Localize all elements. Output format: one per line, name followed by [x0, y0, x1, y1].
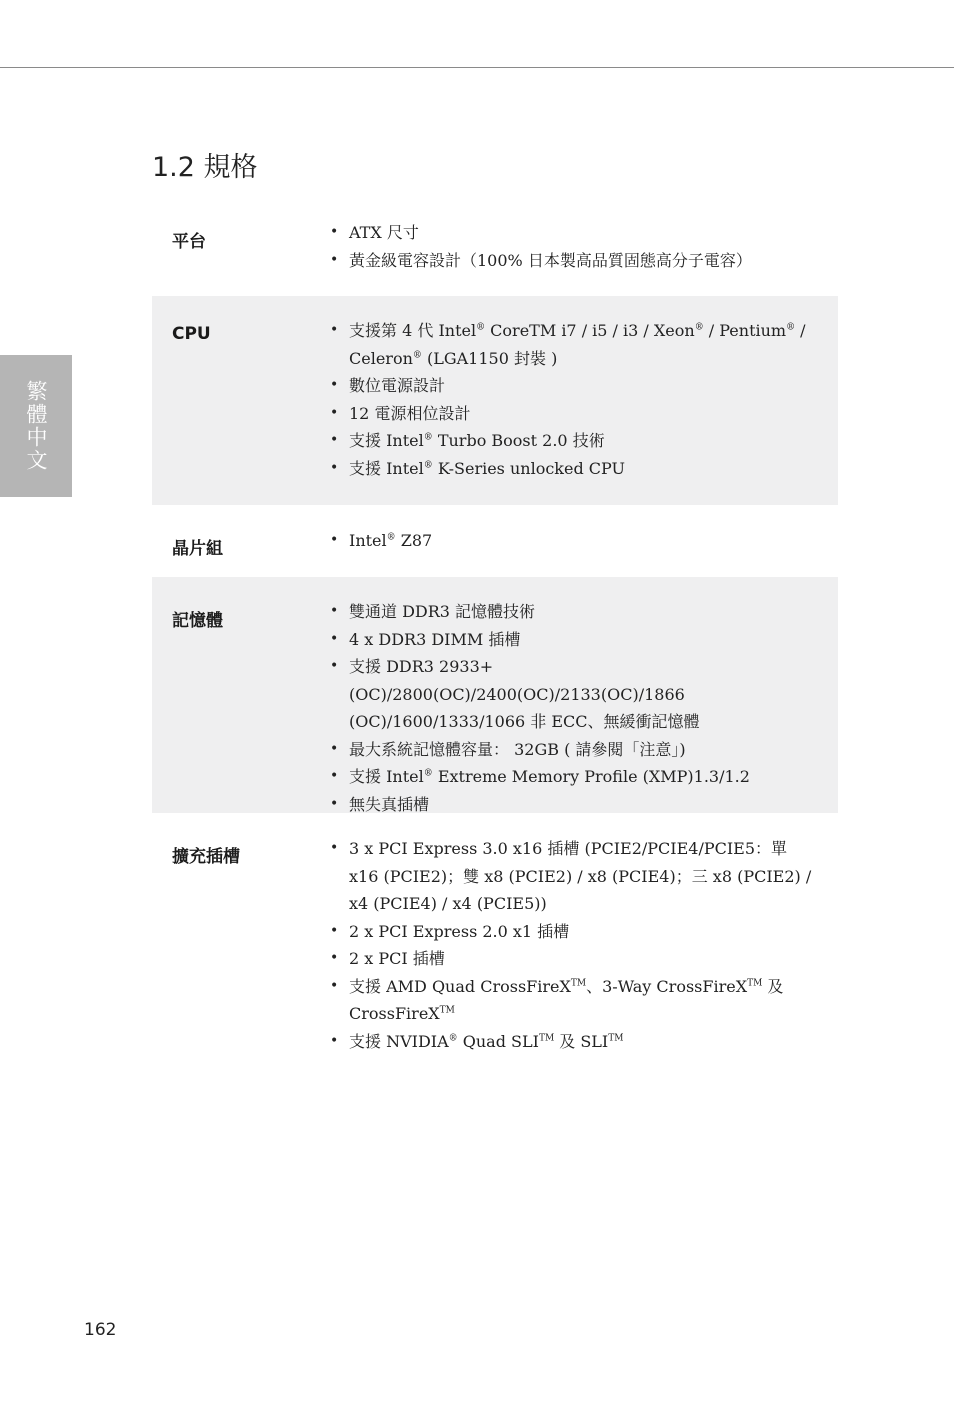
spec-list-memory [330, 598, 814, 818]
header-rule [0, 67, 954, 68]
list-item: • 最大系統記憶體容量： 32GB ( 請參閱「注意」) [330, 736, 814, 764]
section-title: 1.2 規格 [152, 152, 258, 183]
spec-list-chipset [330, 527, 814, 555]
spec-list-cpu [330, 317, 814, 482]
spec-list-platform [330, 219, 814, 274]
list-item: • ATX 尺寸 [330, 219, 814, 247]
list-item: • 支援第 4 代 Intel® CoreTM i7 / i5 / i3 / Xeon® / Pentium® / Celeron® (LGA1150 封裝 ) [330, 317, 814, 372]
list-item: • 4 x DDR3 DIMM 插槽 [330, 626, 814, 654]
list-item: • 支援 Intel® Turbo Boost 2.0 技術 [330, 427, 814, 455]
list-item: • 支援 Intel® K-Series unlocked CPU [330, 455, 814, 483]
spec-row-cpu [152, 296, 838, 505]
spec-row-memory [152, 577, 838, 813]
spec-label-memory: 記憶體 [172, 611, 223, 631]
registered-mark: ® [386, 532, 396, 543]
registered-mark: ® [423, 432, 433, 443]
spec-label-platform: 平台 [172, 232, 206, 252]
page-number: 162 [84, 1320, 117, 1340]
trademark-mark: TM [608, 1033, 624, 1044]
registered-mark: ® [412, 350, 422, 361]
list-item: • 黃金級電容設計（100% 日本製高品質固態高分子電容） [330, 247, 814, 275]
trademark-mark: TM [747, 978, 763, 989]
spec-label-expansion: 擴充插槽 [172, 847, 240, 867]
language-tab-label: 繁體中文 [24, 380, 48, 472]
list-item: • 12 電源相位設計 [330, 400, 814, 428]
spec-label-chipset: 晶片組 [172, 539, 223, 559]
list-item: • 無失真插槽 [330, 791, 814, 819]
registered-mark: ® [476, 322, 486, 333]
list-item: • 支援 DDR3 2933+(OC)/2800(OC)/2400(OC)/2133(OC)/1866 (OC)/1600/1333/1066 非 ECC、無緩衝記憶體 [330, 653, 814, 736]
language-side-tab [0, 355, 72, 497]
list-item: • 3 x PCI Express 3.0 x16 插槽 (PCIE2/PCIE4/PCIE5：單 x16 (PCIE2)；雙 x8 (PCIE2) / x8 (PCIE4)；三 x8 (PCIE2) / x4 (PCIE4) / x4 (PCIE5)) [330, 835, 814, 918]
registered-mark: ® [786, 322, 796, 333]
list-item: • Intel® Z87 [330, 527, 814, 555]
registered-mark: ® [423, 460, 433, 471]
registered-mark: ® [448, 1033, 458, 1044]
spec-row-platform [152, 210, 838, 296]
list-item: • 數位電源設計 [330, 372, 814, 400]
registered-mark: ® [694, 322, 704, 333]
list-item: • 2 x PCI 插槽 [330, 945, 814, 973]
list-item: • 支援 NVIDIA® Quad SLI™ 及 SLI™ [330, 1028, 814, 1056]
spec-label-cpu: CPU [172, 324, 211, 344]
spec-row-chipset [152, 505, 838, 577]
trademark-mark: TM [570, 978, 587, 989]
registered-mark: ® [423, 768, 433, 779]
trademark-mark: TM [439, 1005, 455, 1016]
list-item: • 支援 Intel® Extreme Memory Profile (XMP)1.3/1.2 [330, 763, 814, 791]
trademark-mark: TM [538, 1033, 555, 1044]
list-item: • 支援 AMD Quad CrossFireX™、3-Way CrossFireX™ 及 CrossFireX™ [330, 973, 814, 1028]
list-item: • 雙通道 DDR3 記憶體技術 [330, 598, 814, 626]
list-item: • 2 x PCI Express 2.0 x1 插槽 [330, 918, 814, 946]
spec-row-expansion [152, 813, 838, 1073]
spec-list-expansion [330, 835, 814, 1055]
